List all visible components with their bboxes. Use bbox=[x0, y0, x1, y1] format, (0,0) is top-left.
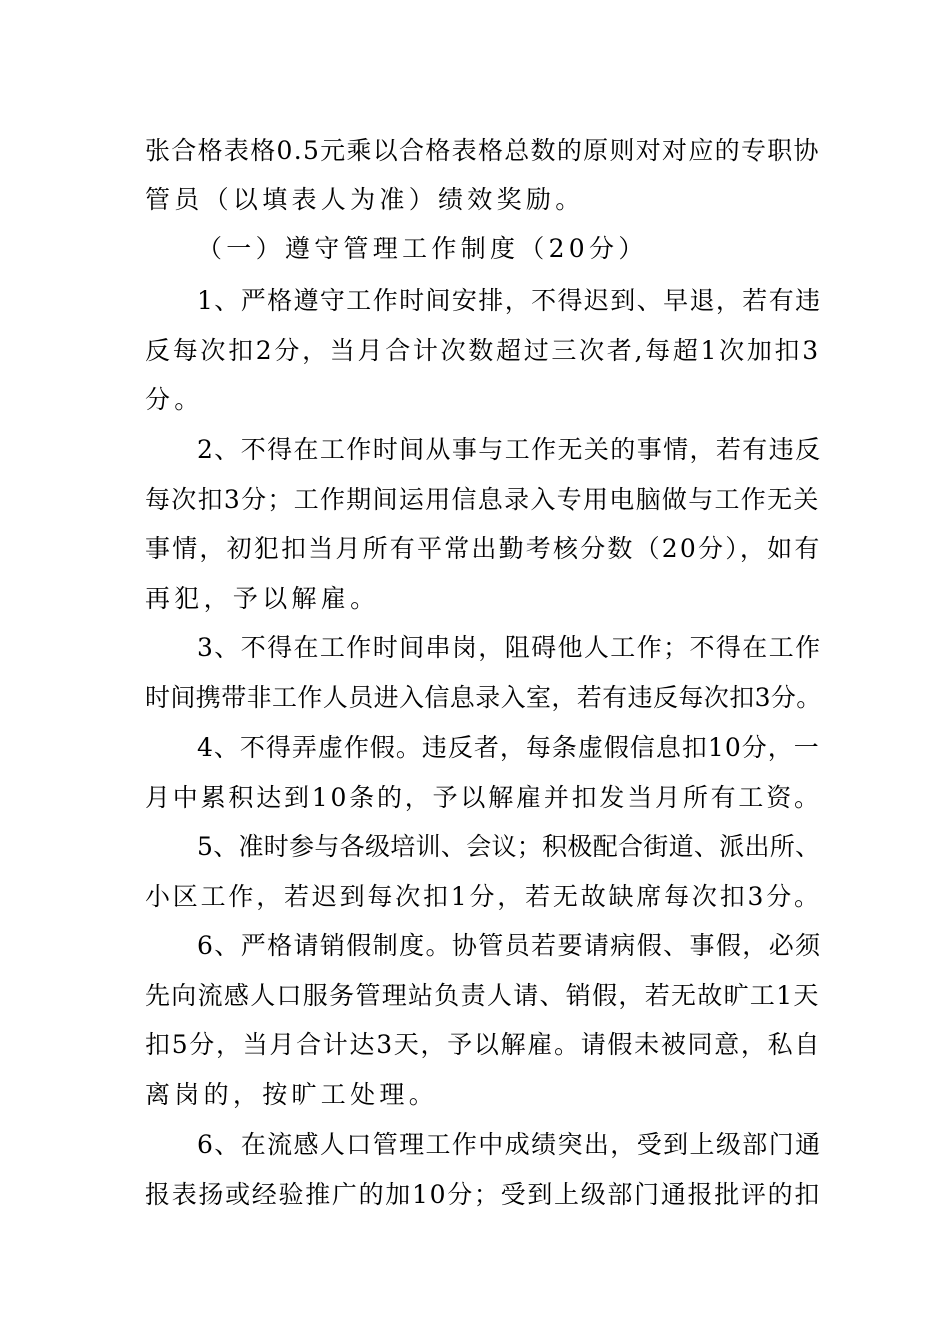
text-line: 反每次扣2分，当月合计次数超过三次者,每超1次加扣3 bbox=[145, 336, 821, 365]
section-heading: （一）遵守管理工作制度（20分） bbox=[197, 234, 648, 263]
text-line: 分。 bbox=[145, 385, 204, 414]
text-line: 小区工作，若迟到每次扣1分，若无故缺席每次扣3分。 bbox=[145, 882, 822, 911]
text-line: 3、不得在工作时间串岗，阻碍他人工作；不得在工作 bbox=[197, 633, 822, 662]
text-line: 时间携带非工作人员进入信息录入室，若有违反每次扣3分。 bbox=[145, 683, 822, 712]
text-line: 管员（以填表人为准）绩效奖励。 bbox=[145, 185, 585, 214]
text-line: 6、在流感人口管理工作中成绩突出，受到上级部门通 bbox=[197, 1130, 822, 1159]
text-line: 5、准时参与各级培训、会议；积极配合街道、派出所、 bbox=[197, 832, 821, 861]
text-line: 每次扣3分；工作期间运用信息录入专用电脑做与工作无关 bbox=[145, 485, 820, 514]
text-line: 再犯，予以解雇。 bbox=[145, 584, 380, 613]
text-line: 报表扬或经验推广的加10分；受到上级部门通报批评的扣 bbox=[145, 1180, 822, 1209]
text-line: 6、严格请销假制度。协管员若要请病假、事假，必须 bbox=[197, 931, 822, 960]
text-line: 张合格表格0.5元乘以合格表格总数的原则对对应的专职协 bbox=[145, 136, 820, 165]
text-line: 扣5分，当月合计达3天，予以解雇。请假未被同意，私自 bbox=[145, 1030, 822, 1059]
text-line: 离岗的，按旷工处理。 bbox=[145, 1080, 439, 1109]
text-line: 先向流感人口服务管理站负责人请、销假，若无故旷工1天 bbox=[145, 981, 820, 1010]
text-line: 月中累积达到10条的，予以解雇并扣发当月所有工资。 bbox=[145, 783, 822, 812]
text-line: 1、严格遵守工作时间安排，不得迟到、早退，若有违 bbox=[197, 286, 822, 315]
text-line: 事情，初犯扣当月所有平常出勤考核分数（20分），如有 bbox=[145, 534, 822, 563]
text-line: 4、不得弄虚作假。违反者，每条虚假信息扣10分，一 bbox=[197, 733, 820, 762]
text-line: 2、不得在工作时间从事与工作无关的事情，若有违反 bbox=[197, 435, 822, 464]
